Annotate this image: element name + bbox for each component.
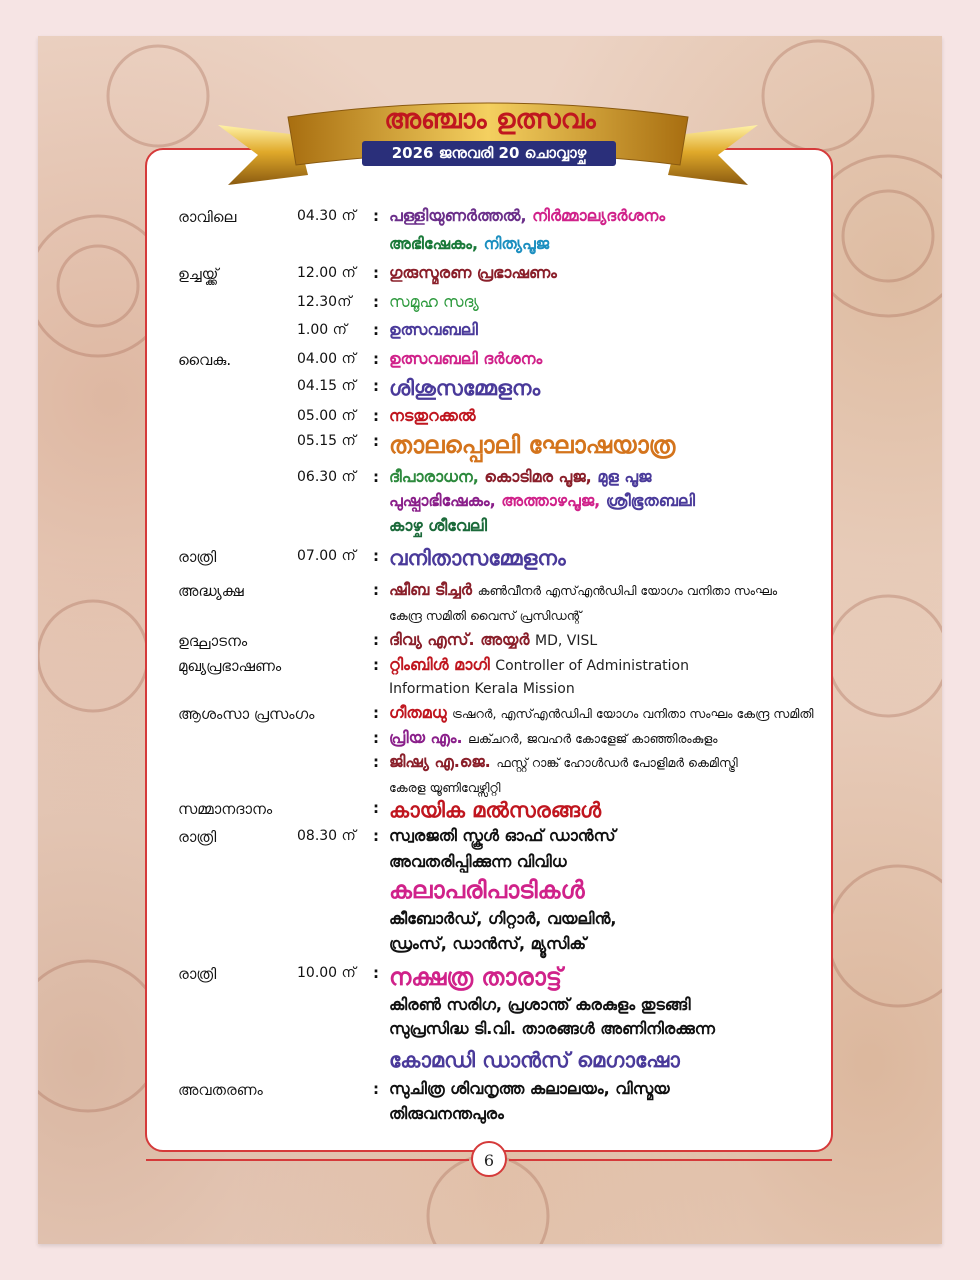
event-text: ദീപാരാധന, — [389, 467, 485, 486]
event-text: ഗീതമധു — [389, 703, 453, 722]
footer-divider-right — [509, 1159, 832, 1161]
event-text: പുഷ്പാഭിഷേകം, — [389, 491, 502, 510]
row-label: രാവിലെ — [178, 208, 237, 226]
row-text — [389, 876, 585, 904]
event-detail: മുള പൂജ — [597, 467, 652, 486]
row-text — [389, 995, 691, 1015]
row-text — [389, 349, 542, 369]
event-text: റ്റിംബിൾ മാഗി — [389, 655, 496, 674]
row-text — [389, 777, 500, 796]
row-colon: : — [373, 704, 379, 722]
event-text: തിരുവനന്തപുരം — [389, 1104, 504, 1123]
row-colon: : — [373, 264, 379, 282]
row-text — [389, 376, 540, 401]
row-time: 06.30 ന് — [297, 469, 356, 485]
row-text — [389, 467, 652, 487]
event-detail: ഫസ്റ്റ് റാങ്ക് ഹോൾഡർ പോളിമർ കെമിസ്ട്രി — [496, 755, 738, 770]
event-text: കേന്ദ്ര സമിതി വൈസ് പ്രസിഡന്റ് — [389, 608, 582, 623]
row-colon: : — [373, 207, 379, 225]
event-detail: നിർമ്മാല്യദർശനം — [532, 206, 666, 225]
event-text: വനിതാസമ്മേളനം — [389, 546, 566, 570]
row-label: ഉച്ചയ്ക്ക് — [178, 265, 219, 283]
row-colon: : — [373, 753, 379, 771]
row-text — [389, 826, 616, 846]
row-text — [389, 1019, 715, 1039]
row-colon: : — [373, 468, 379, 486]
row-colon: : — [373, 799, 379, 817]
row-colon: : — [373, 377, 379, 395]
row-text — [389, 263, 557, 283]
row-text — [389, 320, 478, 340]
event-detail: കൺവീനർ എസ്എൻഡിപി യോഗം വനിതാ സംഘം — [477, 583, 778, 598]
event-detail: കൊടിമര പൂജ, — [484, 467, 598, 486]
row-time: 12.00 ന് — [297, 265, 356, 281]
row-text — [389, 752, 738, 772]
row-time: 12.30ന് — [297, 294, 352, 310]
event-text: കിരൺ സരിഗ, പ്രശാന്ത് കരകുളം തുടങ്ങി — [389, 995, 691, 1014]
row-colon: : — [373, 321, 379, 339]
row-text — [389, 728, 718, 748]
row-time: 04.00 ന് — [297, 351, 356, 367]
row-label: രാത്രി — [178, 828, 217, 846]
row-time: 04.15 ന് — [297, 378, 356, 394]
row-text — [389, 934, 586, 954]
event-text: താലപ്പൊലി ഘോഷയാത്ര — [389, 431, 676, 459]
row-label: രാത്രി — [178, 965, 217, 983]
event-detail: ട്രഷറർ, എസ്എൻഡിപി യോഗം വനിതാ സംഘം കേന്ദ്ര സമിതി — [452, 706, 814, 721]
event-text: കായിക മൽസരങ്ങൾ — [389, 798, 602, 822]
row-time: 05.00 ന് — [297, 408, 356, 424]
event-text: കീബോർഡ്, ഗിറ്റാർ, വയലിൻ, — [389, 909, 617, 928]
event-text: ഉത്സവബലി ദർശനം — [389, 349, 543, 368]
row-colon: : — [373, 827, 379, 845]
row-text — [389, 546, 566, 571]
row-text — [389, 605, 581, 624]
event-text: ജിഷ്യ എ.ജെ. — [389, 752, 497, 771]
row-colon: : — [373, 432, 379, 450]
event-text: സുപ്രസിദ്ധ ടി.വി. താരങ്ങൾ അണിനിരക്കുന്ന — [389, 1019, 715, 1038]
row-text — [389, 1104, 504, 1124]
event-text: നടതുറക്കൽ — [389, 406, 476, 425]
row-colon: : — [373, 407, 379, 425]
row-text — [389, 655, 689, 675]
row-colon: : — [373, 350, 379, 368]
event-text: പ്രിയ എം. — [389, 728, 469, 747]
row-label: വൈകു. — [178, 351, 232, 369]
event-text: സമൂഹ സദ്യ — [389, 292, 479, 311]
row-text — [389, 678, 575, 697]
event-text: ദിവ്യ എസ്. അയ്യർ — [389, 630, 536, 649]
event-detail: Controller of Administration — [495, 658, 689, 674]
event-detail: അത്താഴപൂജ, — [501, 491, 606, 510]
row-text — [389, 406, 476, 426]
event-text: അവതരിപ്പിക്കുന്ന വിവിധ — [389, 852, 567, 871]
row-text — [389, 909, 616, 929]
event-text: കേരള യൂണിവേഴ്സിറ്റി — [389, 780, 501, 795]
row-time: 10.00 ന് — [297, 965, 356, 981]
row-text — [389, 431, 675, 459]
festival-date: 2026 ജനുവരി 20 ചൊവ്വാഴ്ച — [362, 141, 616, 166]
row-time: 08.30 ന് — [297, 828, 356, 844]
event-detail: ശ്രീഭൂതബലി — [605, 491, 695, 510]
row-text — [389, 292, 479, 312]
row-text — [389, 580, 777, 600]
row-colon: : — [373, 547, 379, 565]
row-time: 1.00 ന് — [297, 322, 347, 338]
row-label: ആശംസാ പ്രസംഗം — [178, 705, 315, 723]
row-text — [389, 630, 597, 650]
footer-divider-left — [146, 1159, 469, 1161]
row-label: ഉദ്ഘാടനം — [178, 632, 248, 650]
row-text — [389, 1079, 670, 1099]
row-text — [389, 491, 695, 511]
event-text: അഭിഷേകം, — [389, 234, 484, 253]
page-number: 6 — [471, 1141, 507, 1177]
row-text — [389, 963, 562, 991]
event-text: ഷീബ ടീച്ചർ — [389, 580, 478, 599]
row-colon: : — [373, 656, 379, 674]
row-label: രാത്രി — [178, 548, 217, 566]
row-colon: : — [373, 964, 379, 982]
row-text — [389, 703, 814, 723]
event-text: ഡ്രംസ്, ഡാൻസ്, മ്യൂസിക് — [389, 934, 587, 953]
event-text: സുചിത്ര ശിവനൃത്ത കലാലയം, വിസ്മയ — [389, 1079, 670, 1098]
row-colon: : — [373, 1080, 379, 1098]
row-label: അദ്ധ്യക്ഷ — [178, 582, 244, 600]
row-colon: : — [373, 293, 379, 311]
row-time: 07.00 ന് — [297, 548, 356, 564]
row-text — [389, 798, 601, 823]
row-label: സമ്മാനദാനം — [178, 800, 273, 818]
row-colon: : — [373, 581, 379, 599]
event-text: ഗുരുസ്മരണ പ്രഭാഷണം — [389, 263, 557, 282]
event-detail: നിത്യപൂജ — [483, 234, 550, 253]
row-colon: : — [373, 729, 379, 747]
row-text — [389, 516, 487, 536]
event-text: പള്ളിയുണർത്തൽ, — [389, 206, 533, 225]
festival-day-title: അഞ്ചാം ഉത്സവം — [384, 104, 596, 135]
event-detail: ലക്ചറർ, ജവഹർ കോളേജ് കാഞ്ഞിരംകുളം — [468, 731, 718, 746]
event-text: കോമഡി ഡാൻസ് മെഗാഷോ — [389, 1048, 680, 1072]
event-text: Information Kerala Mission — [389, 681, 575, 697]
row-label: അവതരണം — [178, 1081, 263, 1099]
event-text: ഉത്സവബലി — [389, 320, 478, 339]
row-text — [389, 206, 665, 226]
row-time: 05.15 ന് — [297, 433, 356, 449]
event-detail: MD, VISL — [535, 633, 598, 649]
row-text — [389, 1048, 680, 1073]
event-text: സ്വരജതി സ്കൂൾ ഓഫ് ഡാൻസ് — [389, 826, 616, 845]
row-time: 04.30 ന് — [297, 208, 356, 224]
event-text: കലാപരിപാടികൾ — [389, 876, 585, 904]
row-colon: : — [373, 631, 379, 649]
event-text: നക്ഷത്ര താരാട്ട് — [389, 963, 562, 991]
row-text — [389, 234, 549, 254]
row-label: മുഖ്യപ്രഭാഷണം — [178, 657, 282, 675]
row-text — [389, 852, 567, 872]
event-text: കാഴ്ച ശീവേലി — [389, 516, 487, 535]
event-text: ശിശുസമ്മേളനം — [389, 376, 541, 400]
